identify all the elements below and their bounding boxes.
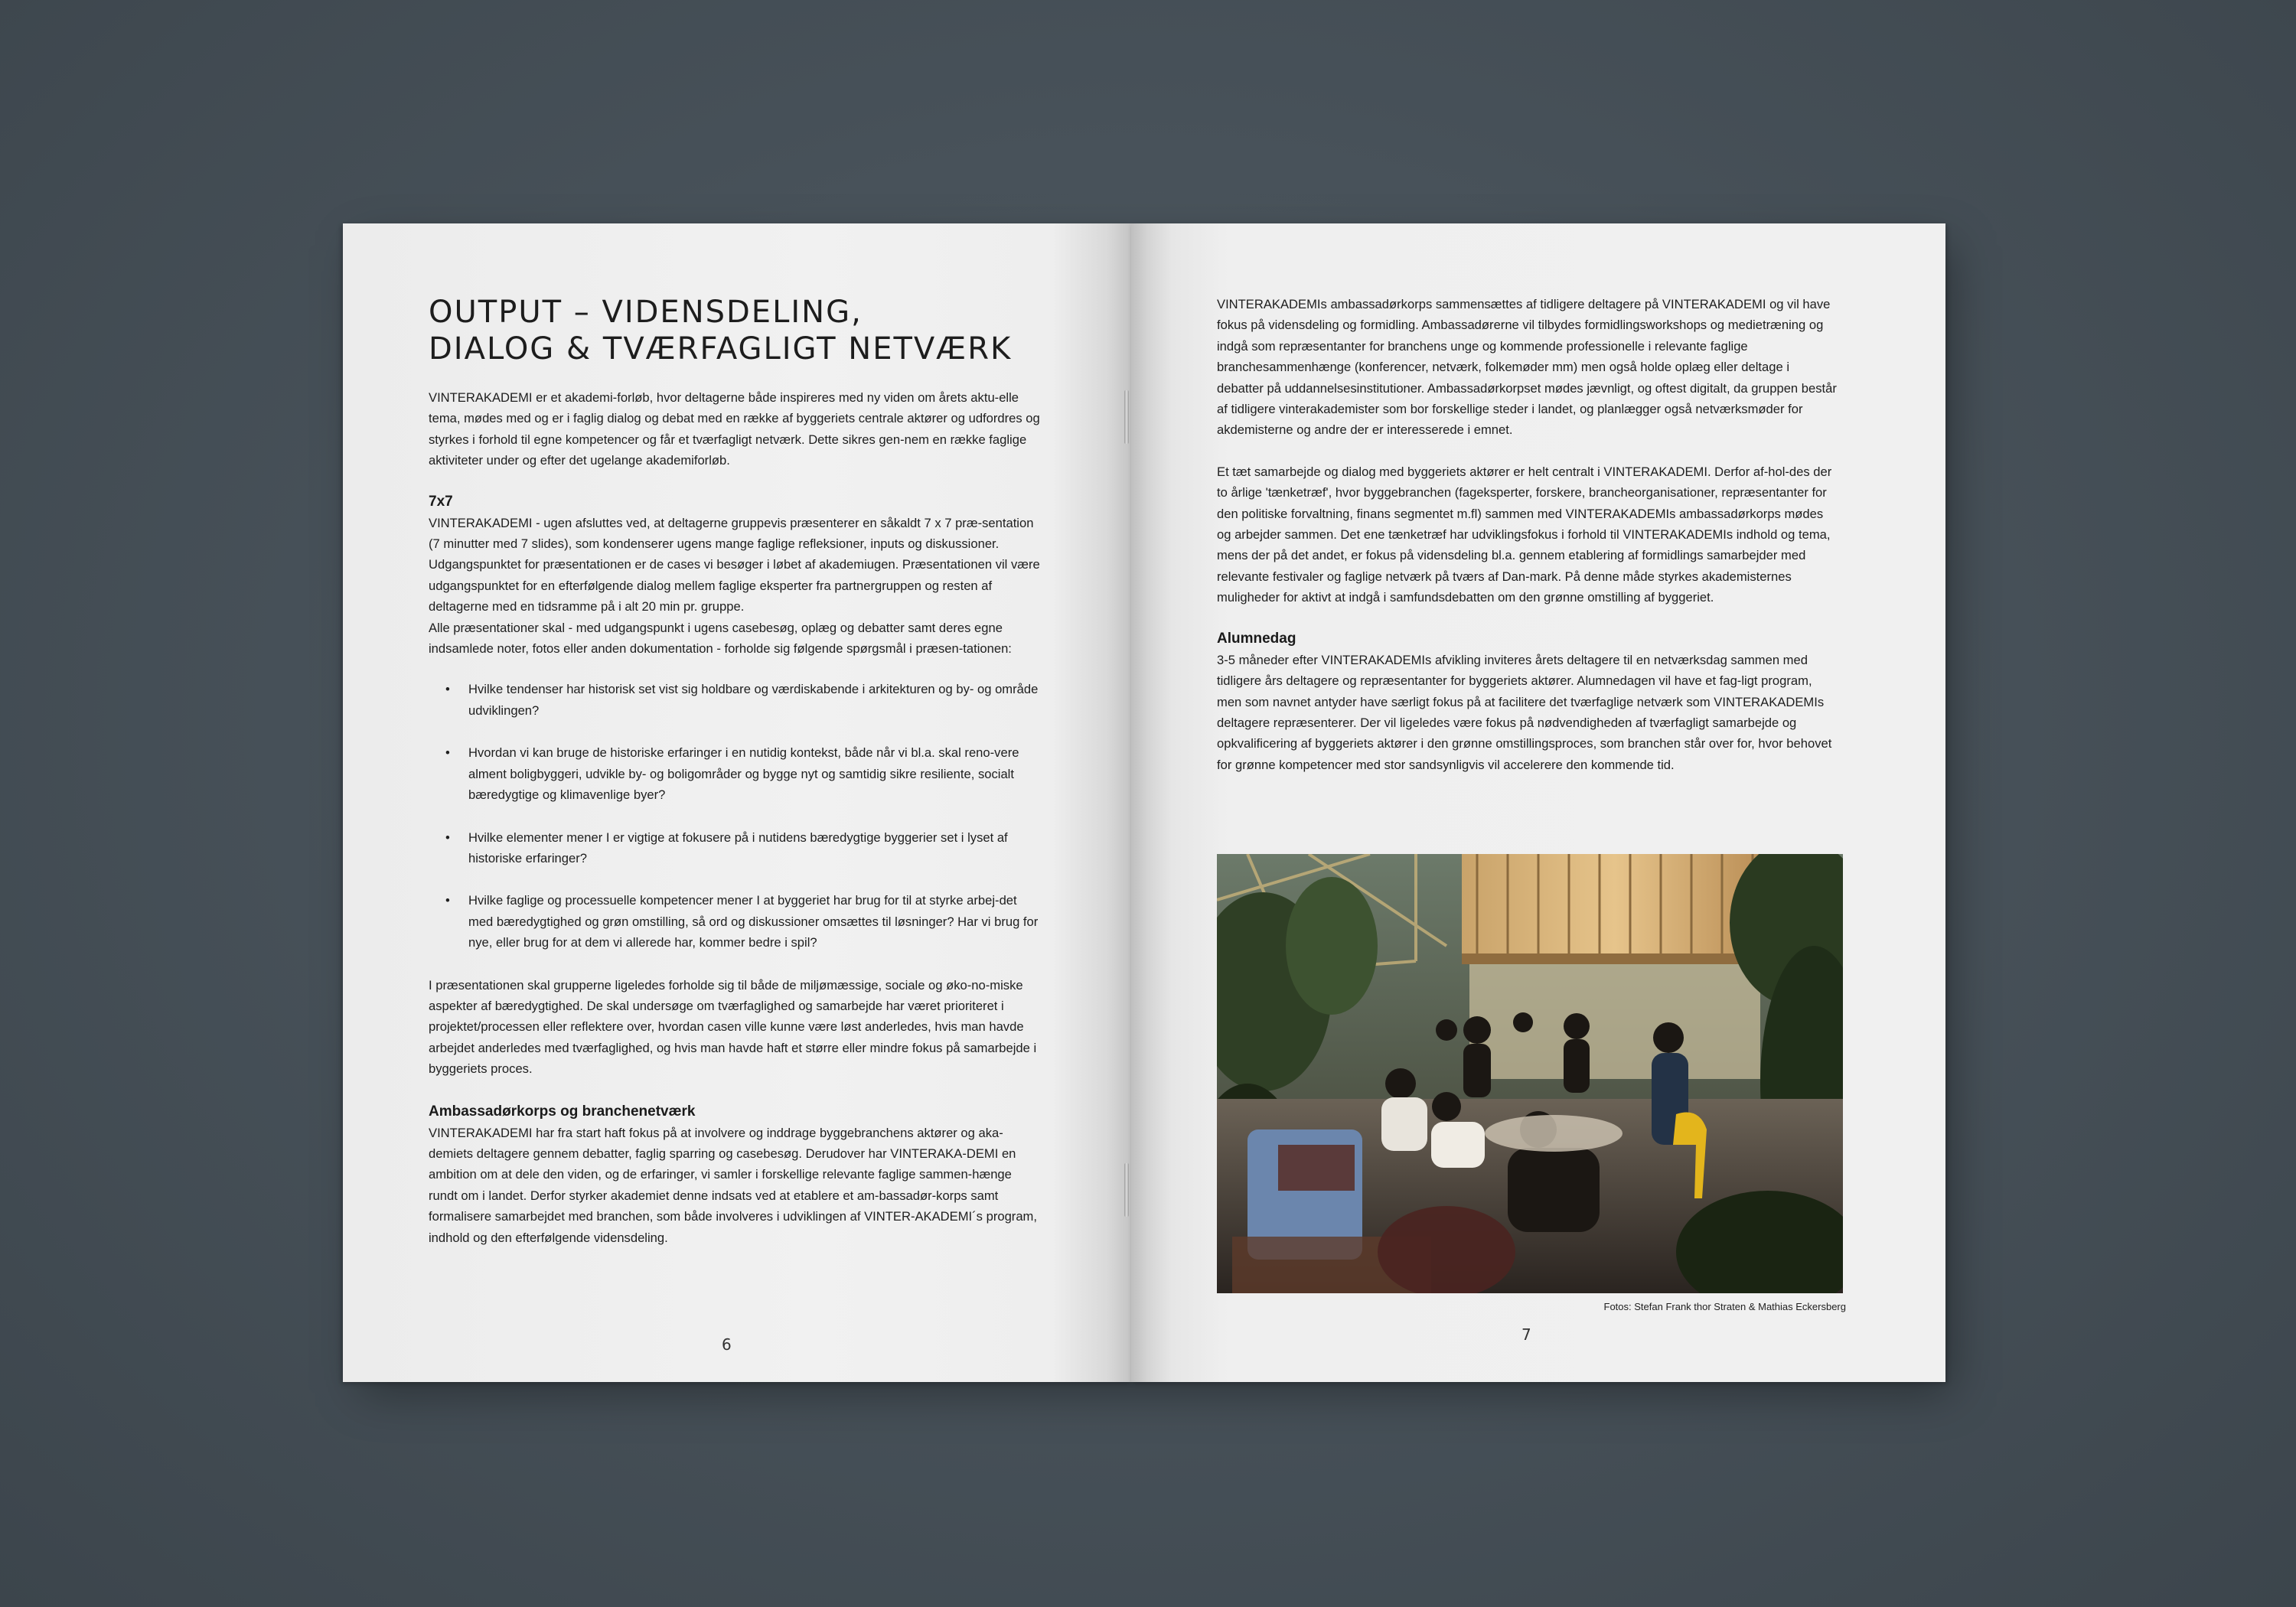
photo-caption: Fotos: Stefan Frank thor Straten & Mathias Eckersberg [1603, 1301, 1846, 1312]
question-text: Hvilke elementer mener I er vigtige at fokusere på i nutidens bæredygtige byggerier set i lyset af historiske erfaringer? [468, 830, 1008, 865]
bullet-glyph: • [445, 682, 450, 697]
section-alumnedag-body: 3-5 måneder efter VINTERAKADEMIs afvikling inviteres årets deltagere til en netværksdag sammen med tidligere års deltagere og repræsentanter for byggeriets aktører. Alumnedagen vil have et fag-ligt program, men som navnet antyder have særligt fokus på at facilitere det tværfaglige netværk som VINTERAKADEMIs deltagere repræsenterer. Der vil ligeledes være fokus på nødvendigheden af tværfagligt samarbejde og opkvalificering af byggeriets aktører i den grønne omstillingsproces, som branchen står over for, hvor behovet for grønne kompetencer med stor sandsynligvis vil accelerere den kommende tid. [1217, 652, 1832, 772]
left-text-column [429, 387, 1041, 1248]
ambassador-corps-paragraph: VINTERAKADEMIs ambassadørkorps sammensættes af tidligere deltagere på VINTERAKADEMI og vil have fokus på vidensdeling og formidling. Ambassadørerne vil tilbydes formidlingsworkshops og medietræning og indgå som repræsentanter for branchens unge og kommende professionelle i relevante faglige branchesammenhænge (konferencer, netværk, folkemøder mm) men også holde oplæg eller deltage i debatter på uddannelsesinstitutioner. Ambassadørkorpset mødes jævnligt, og oftest digitalt, da gruppen består af tidligere vinterakademister som bor forskellige steder i landet, og planlægger også netværksmøder for akdemisterne og andre der er interesserede i emnet. [1217, 297, 1837, 438]
event-photo [1217, 854, 1843, 1293]
staple-bottom [1124, 1163, 1129, 1217]
right-page [1131, 223, 1945, 1382]
question-text: Hvilke faglige og processuelle kompetencer mener I at byggeriet har brug for til at styrke arbej-det med bæredygtighed og grøn omstilling, så ord og diskussioner omsættes til løsninger? Har vi brug for nye, eller brug for at dem vi allerede har, kommer bedre i spil? [468, 893, 1039, 950]
section-title-7x7: 7x7 [429, 493, 453, 510]
heading-line-2: DIALOG & TVÆRFAGLIGT NETVÆRK [429, 331, 1013, 367]
left-page [343, 223, 1131, 1382]
bullet-glyph: • [445, 745, 450, 761]
bullet-glyph: • [445, 830, 450, 845]
heading-line-1: OUTPUT – VIDENSDELING, [429, 295, 863, 330]
staple-top [1124, 390, 1129, 444]
question-list [445, 679, 1041, 953]
section-7x7-conclusion: I præsentationen skal grupperne ligeledes forholde sig til både de miljømæssige, sociale og øko-no-miske aspekter af bæredygtighed. De skal undersøge om tværfaglighed og samarbejde har været prioriteret i projektet/processen eller reflektere over, hvordan casen ville kunne være løst anderledes, hvis man havde arbejdet anderledes med tværfaglighed, og hvis man havde haft et større eller mindre fokus på samarbejde i byggeriets proces. [429, 977, 1037, 1077]
section-7x7-body-2: Alle præsentationer skal - med udgangspunkt i ugens casebesøg, oplæg og debatter samt deres egne indsamlede noter, fotos eller anden dokumentation - forholde sig følgende spørgsmål i præsen-tationen: [429, 620, 1012, 657]
question-item [445, 827, 1041, 869]
intro-paragraph: VINTERAKADEMI er et akademi-forløb, hvor deltagerne både inspireres med ny viden om årets aktu-elle tema, mødes med og er i faglig dialog og debat med en række af byggeriets centrale aktører og udfordres og styrkes i forhold til egne kompetencer og får et tværfagligt netværk. Dette sikres gen-nem en række faglige aktiviteter under og efter det ugelange akademiforløb. [429, 390, 1040, 468]
question-item [445, 890, 1041, 953]
event-photo-illustration [1217, 854, 1843, 1293]
page-number-right: 7 [1521, 1325, 1531, 1344]
collaboration-paragraph: Et tæt samarbejde og dialog med byggeriets aktører er helt centralt i VINTERAKADEMI. Derfor af-hol-des der to årlige 'tænketræf', hvor byggebranchen (fageksperter, forskere, brancheorganisationer, repræsentanter for den politiske forvaltning, finans segmentet m.fl) sammen med VINTERAKADEMIs ambassadørkorps mødes og arbejder sammen. Det ene tænketræf har udviklingsfokus i forhold til VINTERAKADEMIs indhold og tema, mens der på det andet, er fokus på vidensdeling bl.a. gennem etablering af formidlings samarbejder med relevante festivaler og faglige netværk på tværs af Dan-mark. På denne måde styrkes akademisternes muligheder for aktivt at indgå i samfundsdebatten om den grønne omstilling af byggeriet. [1217, 464, 1832, 605]
question-text: Hvilke tendenser har historisk set vist sig holdbare og værdiskabende i arkitekturen og by- og område udviklingen? [468, 682, 1039, 718]
bullet-glyph: • [445, 893, 450, 908]
question-item [445, 742, 1041, 805]
question-text: Hvordan vi kan bruge de historiske erfaringer i en nutidig kontekst, både når vi bl.a. skal reno-vere alment boligbyggeri, udvikle by- og boligområder og bygge nyt og samtidig sikre resiliente, socialt bæredygtige og klimavenlige byer? [468, 745, 1019, 803]
right-text-column [1217, 294, 1837, 775]
section-title-ambassador: Ambassadørkorps og branchenetværk [429, 1103, 696, 1120]
section-ambassador-body: VINTERAKADEMI har fra start haft fokus på at involvere og inddrage byggebranchens aktører og aka-demiets deltagere gennem debatter, faglig sparring og casebesøg. Derudover har VINTERAKA-DEMI en ambition om at dele den viden, og de erfaringer, vi samler i forskellige relevante faglige sammen-hænge rundt om i landet. Derfor styrker akademiet denne indsats ved at etablere et am-bassadør-korps samt formalisere samarbejdet med branchen, som både involveres i udviklingen af VINTER-AKADEMI´s program, indhold og den efterfølgende vidensdeling. [429, 1125, 1037, 1245]
section-7x7-body: VINTERAKADEMI - ugen afsluttes ved, at deltagerne gruppevis præsenterer en såkaldt 7 x 7 præ-sentation (7 minutter med 7 slides), som kondenserer ugens mange faglige refleksioner, inputs og diskussioner. Udgangspunktet for præsentationen er de cases vi besøger i løbet af akademiugen. Præsentationen vil være udgangspunktet for en efterfølgende dialog mellem faglige eksperter fra partnergruppen og resten af deltagerne med en tidsramme på i alt 20 min pr. gruppe. [429, 515, 1040, 614]
page-heading [429, 294, 1071, 367]
section-title-alumnedag: Alumnedag [1217, 630, 1296, 647]
page-number-left: 6 [722, 1335, 732, 1354]
question-item [445, 679, 1041, 721]
